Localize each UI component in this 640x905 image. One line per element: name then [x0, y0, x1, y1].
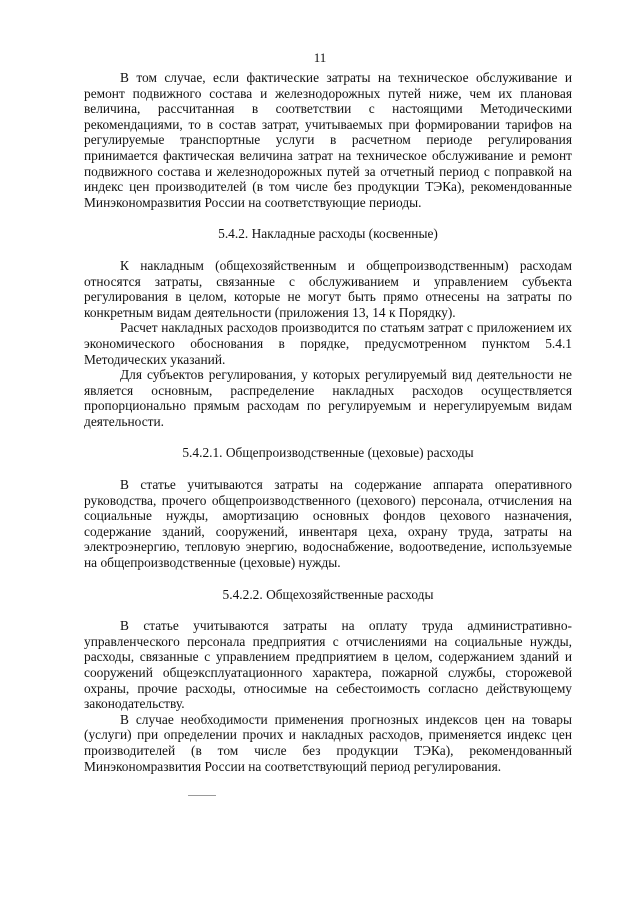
- heading-workshop-costs: 5.4.2.1. Общепроизводственные (цеховые) расходы: [182, 445, 474, 461]
- paragraph-actual-costs: В том случае, если фактические затраты на техническое обслуживание и ремонт подвижного состава и железнодорожных путей ниже, чем их плановая величина, рассчитанная в соответствии с настоящими Методическими рекомендациями, то в состав затрат, учитываемых при формировании тарифов на регулируемые транспортные услуги в расчетном периоде регулирования принимается фактическая величина затрат на техническое обслуживание и ремонт подвижного состава и железнодорожных путей за отчетный период с поправкой на индекс цен производителей (в том числе без продукции ТЭКа), рекомендованные Минэкономразвития России на соответствующие периоды.: [84, 70, 572, 210]
- heading-general-costs: 5.4.2.2. Общехозяйственные расходы: [222, 586, 434, 602]
- document-body: [84, 70, 572, 774]
- paragraph-overhead-calculation: Расчет накладных расходов производится по статьям затрат с приложением их экономического обоснования в порядке, предусмотренном пунктом 5.4.1 Методических указаний.: [84, 320, 572, 367]
- paragraph-overhead-distribution: Для субъектов регулирования, у которых регулируемый вид деятельности не является основным, распределение накладных расходов осуществляется пропорционально прямым расходам по регулируемым и нерегулируемым видам деятельности.: [84, 367, 572, 429]
- paragraph-price-indices: В случае необходимости применения прогнозных индексов цен на товары (услуги) при определении прочих и накладных расходов, применяется индекс цен производителей (в том числе без продукции ТЭКа), рекомендованный Минэкономразвития России на соответствующий период регулирования.: [84, 711, 572, 774]
- heading-overhead-costs: 5.4.2. Накладные расходы (косвенные): [218, 226, 438, 242]
- paragraph-workshop-costs: В статье учитываются затраты на содержание аппарата оперативного руководства, прочего общепроизводственного (цехового) персонала, отчисления на социальные нужды, амортизацию основных фондов цехового назначения, содержание зданий, сооружений, инвентаря цеха, охрану труда, затраты на электроэнергию, тепловую энергию, водоснабжение, водоотведение, используемые на общепроизводственные (цеховые) нужды.: [84, 477, 572, 571]
- page-number: 11: [313, 50, 327, 65]
- paragraph-overhead-definition: К накладным (общехозяйственным и общепроизводственным) расходам относятся затраты, связанные с обслуживанием и управлением субъекта регулирования в целом, которые не могут быть прямо отнесены на затраты по конкретным видам деятельности (приложения 13, 14 к Порядку).: [84, 257, 572, 320]
- scan-mark: [188, 795, 216, 796]
- paragraph-general-costs: В статье учитываются затраты на оплату труда административно-управленческого персонала предприятия с отчислениями на социальные нужды, расходы, связанные с управлением предприятием в целом, содержанием зданий и сооружений общеэксплуатационного характера, пожарной службы, сторожевой охраны, прочие расходы, относимые на себестоимость согласно действующему законодательству.: [84, 618, 572, 712]
